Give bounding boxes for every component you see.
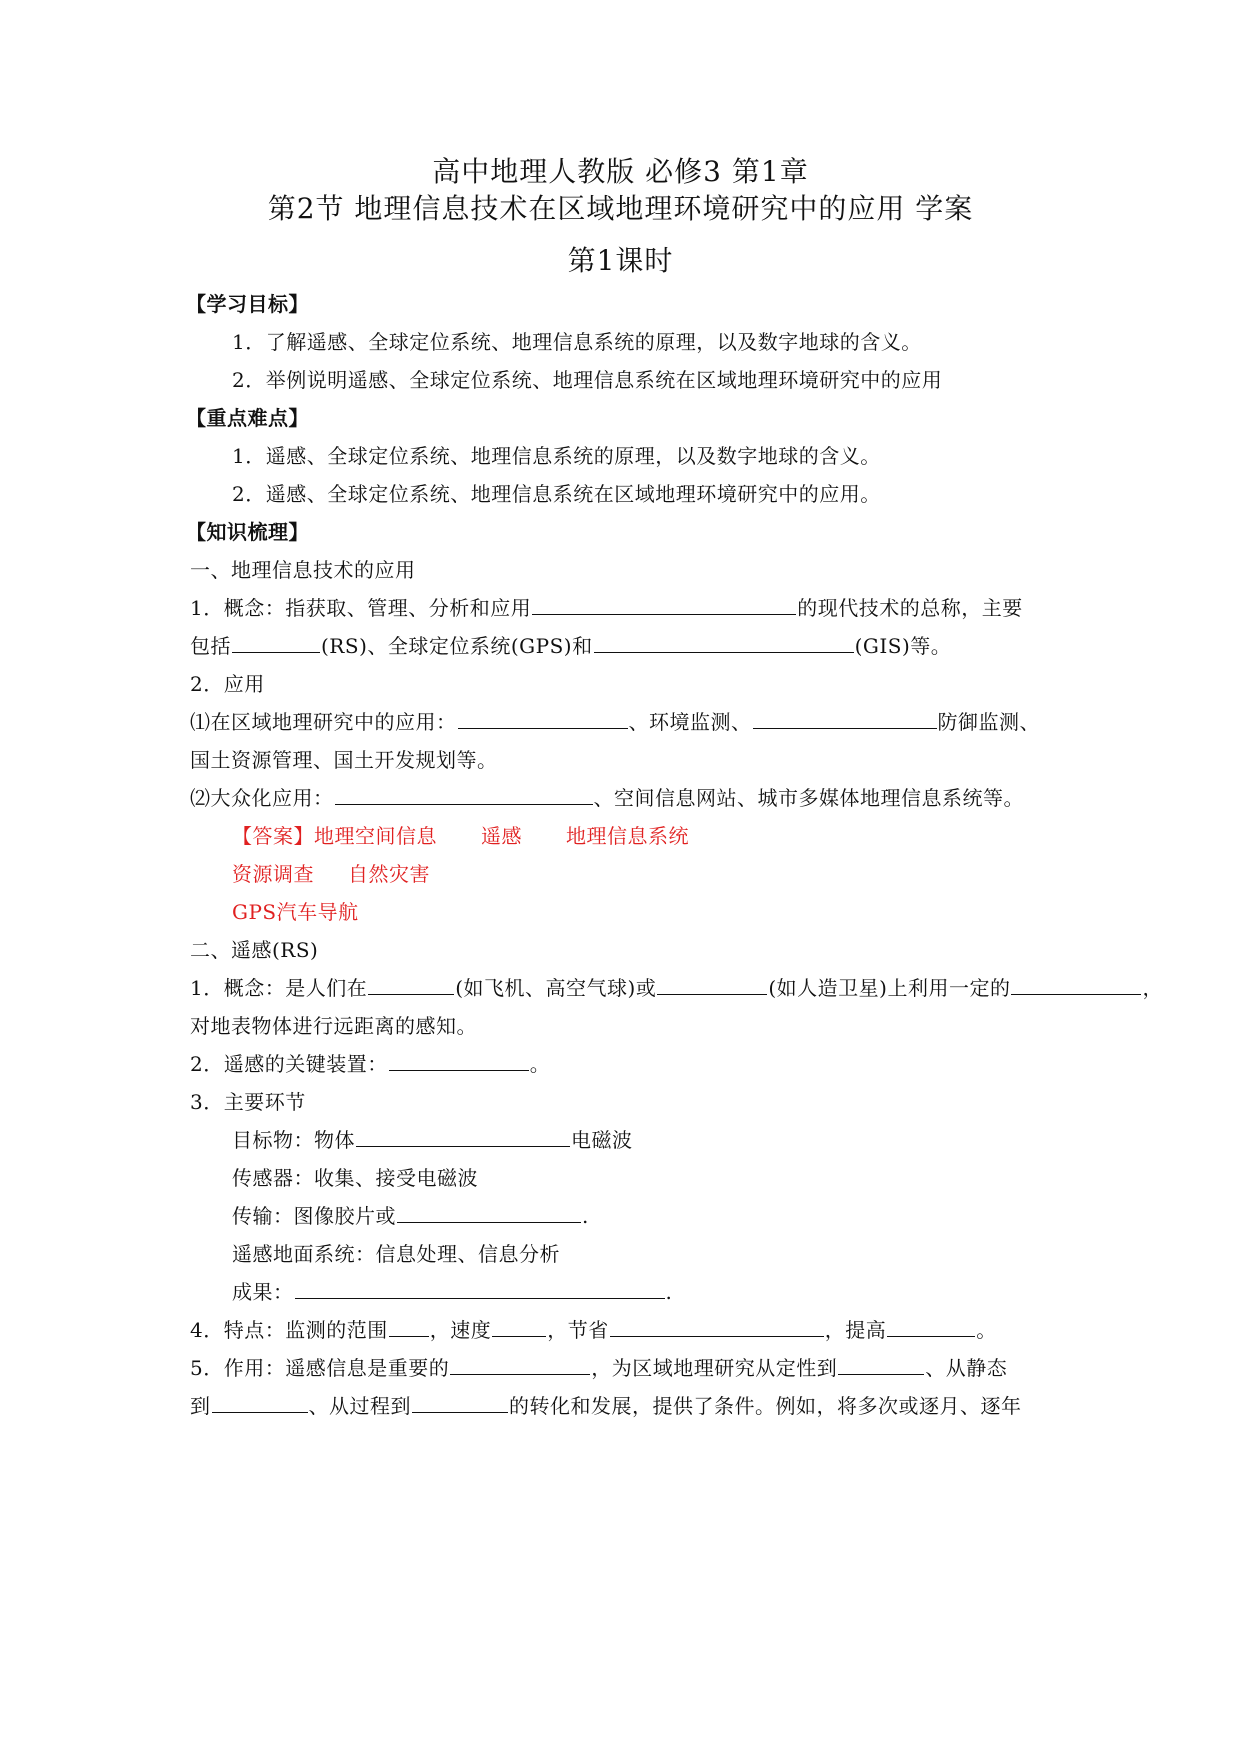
section2-title: 二、遥感(RS) bbox=[190, 938, 319, 962]
fill-blank[interactable] bbox=[335, 784, 593, 805]
rs-device-line: 2．遥感的关键装置： 。 bbox=[190, 1052, 551, 1076]
section1-title: 一、地理信息技术的应用 bbox=[190, 558, 416, 582]
fill-blank[interactable] bbox=[838, 1354, 924, 1375]
doc-title-line1: 高中地理人教版 必修3 第1章 bbox=[432, 155, 809, 188]
fill-blank[interactable] bbox=[212, 1392, 308, 1413]
fill-blank[interactable] bbox=[1011, 974, 1141, 995]
fill-blank[interactable] bbox=[356, 1126, 570, 1147]
application-heading: 2．应用 bbox=[190, 672, 265, 696]
application-line3: ⑵大众化应用： 、空间信息网站、城市多媒体地理信息系统等。 bbox=[190, 786, 1024, 810]
concept-line2: 包括 (RS)、全球定位系统(GPS)和 (GIS)等。 bbox=[190, 634, 952, 658]
rs-features-line: 4．特点：监测的范围 ，速度 ，节省 ，提高 。 bbox=[190, 1318, 997, 1342]
fill-blank[interactable] bbox=[232, 632, 320, 653]
answer-line1: 【答案】地理空间信息 遥感 地理信息系统 bbox=[232, 824, 689, 848]
rs-step-target: 目标物：物体 电磁波 bbox=[232, 1128, 633, 1152]
keypoint-item: 2．遥感、全球定位系统、地理信息系统在区域地理环境研究中的应用。 bbox=[232, 482, 881, 506]
rs-steps-heading: 3．主要环节 bbox=[190, 1090, 306, 1114]
fill-blank[interactable] bbox=[389, 1316, 429, 1337]
rs-step-result: 成果： . bbox=[232, 1280, 673, 1304]
goals-heading: 【学习目标】 bbox=[186, 292, 309, 316]
fill-blank[interactable] bbox=[492, 1316, 546, 1337]
rs-concept-line1: 1．概念：是人们在 (如飞机、高空气球)或 (如人造卫星)上利用一定的 ， bbox=[190, 976, 1163, 1000]
fill-blank[interactable] bbox=[458, 708, 628, 729]
fill-blank[interactable] bbox=[450, 1354, 590, 1375]
goal-item: 1．了解遥感、全球定位系统、地理信息系统的原理，以及数字地球的含义。 bbox=[232, 330, 922, 354]
keypoint-item: 1．遥感、全球定位系统、地理信息系统的原理，以及数字地球的含义。 bbox=[232, 444, 881, 468]
knowledge-heading: 【知识梳理】 bbox=[186, 520, 309, 544]
goal-item: 2．举例说明遥感、全球定位系统、地理信息系统在区域地理环境研究中的应用 bbox=[232, 368, 943, 392]
concept-line1: 1．概念：指获取、管理、分析和应用 的现代技术的总称，主要 bbox=[190, 596, 1023, 620]
fill-blank[interactable] bbox=[753, 708, 937, 729]
rs-step-sensor: 传感器：收集、接受电磁波 bbox=[232, 1166, 478, 1190]
fill-blank[interactable] bbox=[657, 974, 767, 995]
doc-title-line2: 第2节 地理信息技术在区域地理环境研究中的应用 学案 bbox=[267, 192, 974, 225]
answer-line3: GPS汽车导航 bbox=[232, 900, 359, 924]
fill-blank[interactable] bbox=[532, 594, 796, 615]
fill-blank[interactable] bbox=[594, 632, 854, 653]
rs-concept-line2: 对地表物体进行远距离的感知。 bbox=[190, 1014, 477, 1038]
doc-title-line3: 第1课时 bbox=[567, 244, 674, 277]
fill-blank[interactable] bbox=[610, 1316, 824, 1337]
rs-role-line2: 到 、从过程到 的转化和发展，提供了条件。例如，将多次或逐月、逐年 bbox=[190, 1394, 1022, 1418]
fill-blank[interactable] bbox=[295, 1278, 665, 1299]
keypoints-heading: 【重点难点】 bbox=[186, 406, 309, 430]
application-line2: 国土资源管理、国土开发规划等。 bbox=[190, 748, 498, 772]
application-line1: ⑴在区域地理研究中的应用： 、环境监测、 防御监测、 bbox=[190, 710, 1040, 734]
fill-blank[interactable] bbox=[412, 1392, 508, 1413]
fill-blank[interactable] bbox=[887, 1316, 975, 1337]
fill-blank[interactable] bbox=[397, 1202, 581, 1223]
fill-blank[interactable] bbox=[368, 974, 454, 995]
fill-blank[interactable] bbox=[389, 1050, 529, 1071]
rs-step-ground: 遥感地面系统：信息处理、信息分析 bbox=[232, 1242, 560, 1266]
rs-step-transmit: 传输：图像胶片或 . bbox=[232, 1204, 589, 1228]
answer-line2: 资源调查 自然灾害 bbox=[232, 862, 430, 886]
rs-role-line1: 5．作用：遥感信息是重要的 ，为区域地理研究从定性到 、从静态 bbox=[190, 1356, 1008, 1380]
